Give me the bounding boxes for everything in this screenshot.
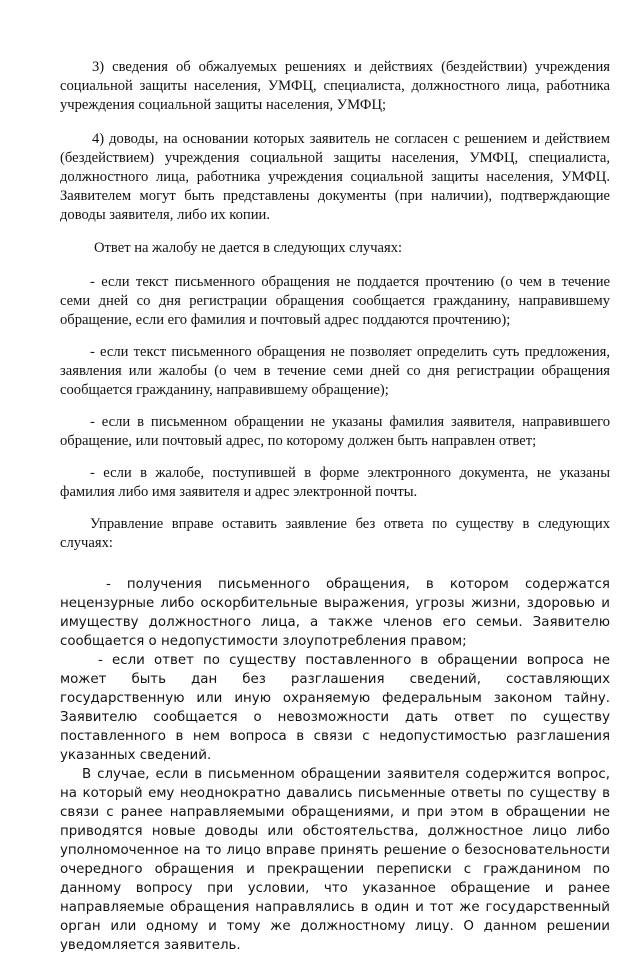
paragraph-unclear-essence: - если текст письменного обращения не позволяет определить суть предложения, заявления или жалобы (о чем в течение семи дней со дня регистрации обращения сообщается гражданину, направившему обращение); — [60, 344, 610, 398]
paragraph-item-3: 3) сведения об обжалуемых решениях и действиях (бездействии) учреждения социальной защиты населения, УМФЦ, специалиста, должностного лица, работника учреждения социальной защиты населения, УМФЦ; — [60, 59, 610, 113]
paragraph-management-right-heading: Управление вправе оставить заявление без ответа по существу в следующих случаях: — [60, 516, 610, 551]
paragraph-electronic-no-name: - если в жалобе, поступившей в форме электронного документа, не указаны фамилия либо имя заявителя и адрес электронной почты. — [60, 465, 610, 500]
paragraph-repeated-appeal: В случае, если в письменном обращении заявителя содержится вопрос, на который ему неоднократно давались письменные ответы по существу в связи с ранее направляемыми обращениями, и при этом в обращении не приводятся новые доводы или обстоятельства, должностное лицо либо уполномоченное на то лицо вправе принять решение о безосновательности очередного обращения и прекращении переписки с гражданином по данному вопросу при условии, что указанное обращение и ранее направляемые обращения направлялись в один и тот же государственный орган или одному и тому же должностному лицу. О данном решении уведомляется заявитель. — [60, 767, 610, 953]
paragraph-state-secret: - если ответ по существу поставленного в обращении вопроса не может быть дан без разглашения сведений, составляющих государственную или иную охраняемую федеральным законом тайну. Заявителю сообщается о невозможности дать ответ по существу поставленного в нем вопроса в связи с недопустимостью разглашения указанных сведений. — [60, 653, 610, 763]
paragraph-obscene-content: - получения письменного обращения, в котором содержатся нецензурные либо оскорбительные выражения, угрозы жизни, здоровью и имуществу должностного лица, а также членов его семьи. Заявителю сообщается о недопустимости злоупотребления правом; — [60, 577, 610, 649]
paragraph-no-name-address: - если в письменном обращении не указаны фамилия заявителя, направившего обращение, или почтовый адрес, по которому должен быть направлен ответ; — [60, 414, 610, 449]
paragraph-item-4: 4) доводы, на основании которых заявитель не согласен с решением и действием (бездействием) учреждения социальной защиты населения, УМФЦ, специалиста, должностного лица, работника учреждения социальной защиты населения, УМФЦ. Заявителем могут быть представлены документы (при наличии), подтверждающие доводы заявителя, либо их копии. — [60, 131, 610, 223]
document-page — [60, 58, 610, 955]
paragraph-unreadable: - если текст письменного обращения не поддается прочтению (о чем в течение семи дней со дня регистрации обращения сообщается гражданину, направившему обращение, если его фамилия и почтовый адрес поддаются прочтению); — [60, 274, 610, 328]
paragraph-no-response-heading: Ответ на жалобу не дается в следующих случаях: — [94, 240, 403, 256]
